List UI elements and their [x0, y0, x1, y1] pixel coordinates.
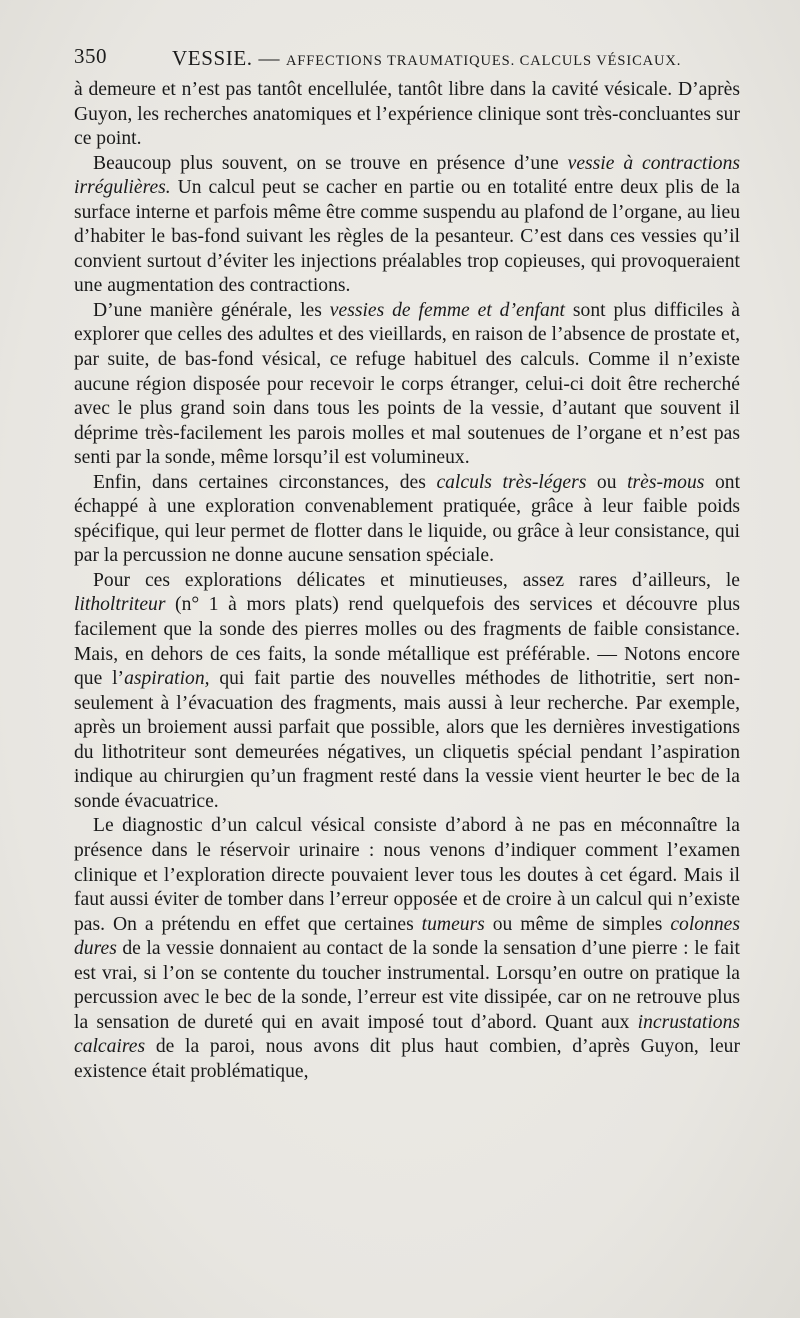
text-run: de la paroi, nous avons dit plus haut combien, d’après Guyon, leur existence était problématique,	[74, 1036, 740, 1082]
running-title-sub: AFFECTIONS TRAUMATIQUES. CALCULS VÉSICAUX.	[285, 53, 682, 69]
running-header	[74, 44, 744, 72]
page-number: 350	[74, 44, 107, 68]
body-text	[74, 78, 740, 1084]
italic-phrase: vessies de femme et d’enfant	[329, 299, 565, 321]
italic-phrase: vessie à contractions irrégulières.	[74, 152, 740, 199]
paragraph	[74, 569, 740, 814]
italic-phrase: très-mous	[627, 471, 705, 493]
paragraph	[74, 299, 740, 471]
text-run: Le diagnostic d’un calcul vésical consiste d’abord à ne pas en méconnaître la présence dans le réservoir urinaire : nous venons d’indiquer comment l’examen clinique et l’exploration directe pouvaient lever tous les doutes à cet égard. Mais il faut aussi éviter de tomber dans l’erreur opposée et de croire à un calcul qui n’existe pas. On a prétendu en effet que certaines	[74, 815, 740, 935]
text-run: Beaucoup plus souvent, on se trouve en présence d’une	[93, 152, 568, 174]
paragraph	[74, 814, 740, 1084]
text-run: ou même de simples	[484, 913, 671, 935]
paragraph	[74, 471, 740, 569]
text-run: D’une manière générale, les	[93, 299, 330, 321]
italic-phrase: tumeurs	[421, 913, 485, 935]
running-title	[172, 46, 681, 71]
running-title-main: VESSIE.	[172, 46, 253, 70]
italic-phrase: incrustations calcaires	[74, 1011, 740, 1058]
text-run: ont échappé à une exploration convenablement pratiquée, grâce à leur faible poids spécifique, qui leur permet de flotter dans le liquide, ou grâce à leur consistance, qui par la percussion ne donne aucune sensation spéciale.	[74, 471, 741, 567]
text-run: Un calcul peut se cacher en partie ou en totalité entre deux plis de la surface interne et parfois même être comme suspendu au plafond de l’organe, au lieu d’habiter le bas-fond suivant les règles de la pesanteur. C’est dans ces vessies qu’il convient surtout d’éviter les injections préalables trop copieuses, qui provoqueraient une augmentation des contractions.	[74, 177, 740, 297]
text-run: sont plus difficiles à explorer que celles des adultes et des vieillards, en raison de l’absence de prostate et, par suite, de bas-fond vésical, ce refuge habituel des calculs. Comme il n’existe aucune région disposée pour recevoir le corps étranger, celui-ci doit être recherché avec le plus grand soin dans tous les points de la vessie, d’autant que souvent il déprime très-facilement les parois molles et mal soutenues de l’organe et n’est pas senti par la sonde, même lorsqu’il est volumineux.	[74, 299, 741, 469]
text-run: à demeure et n’est pas tantôt encellulée, tantôt libre dans la cavité vésicale. D’après Guyon, les recherches anatomiques et l’expérience clinique sont très-concluantes sur ce point.	[74, 79, 740, 150]
text-run: (n° 1 à mors plats) rend quelquefois des services et découvre plus facilement que la sonde des pierres molles ou des fragments de faible consistance. Mais, en dehors de ces faits, la sonde métallique est préférable. — Notons encore que l’	[74, 594, 740, 690]
text-run: de la vessie donnaient au contact de la sonde la sensation d’une pierre : le fait est vrai, si l’on se contente du toucher instrumental. Lorsqu’en outre on pratique la percussion avec le bec de la sonde, l’erreur est vite dissipée, car on ne retrouve plus la sensation de dureté qui en avait imposé tout d’abord. Quant aux	[74, 938, 740, 1033]
italic-phrase: colonnes dures	[74, 913, 740, 960]
text-run: ou	[586, 471, 628, 493]
text-run: Enfin, dans certaines circonstances, des	[93, 471, 437, 493]
italic-phrase: litholtriteur	[74, 594, 166, 616]
italic-phrase: calculs très-légers	[436, 471, 587, 493]
text-run: qui fait partie des nouvelles méthodes de lithotritie, sert non-seulement à l’évacuation des fragments, mais aussi à leur recherche. Par exemple, après un broiement aussi parfait que possible, alors que les dernières investigations du lithotriteur sont demeurées négatives, un cliquetis spécial pendant l’aspiration indique au chirurgien qu’un fragment resté dans la vessie vient heurter le bec de la sonde évacuatrice.	[74, 668, 740, 812]
text-run: Pour ces explorations délicates et minutieuses, assez rares d’ailleurs, le	[93, 569, 740, 591]
running-title-dash: —	[252, 46, 286, 70]
paragraph	[74, 78, 740, 152]
paragraph	[74, 152, 740, 299]
italic-phrase: aspiration,	[124, 668, 210, 690]
